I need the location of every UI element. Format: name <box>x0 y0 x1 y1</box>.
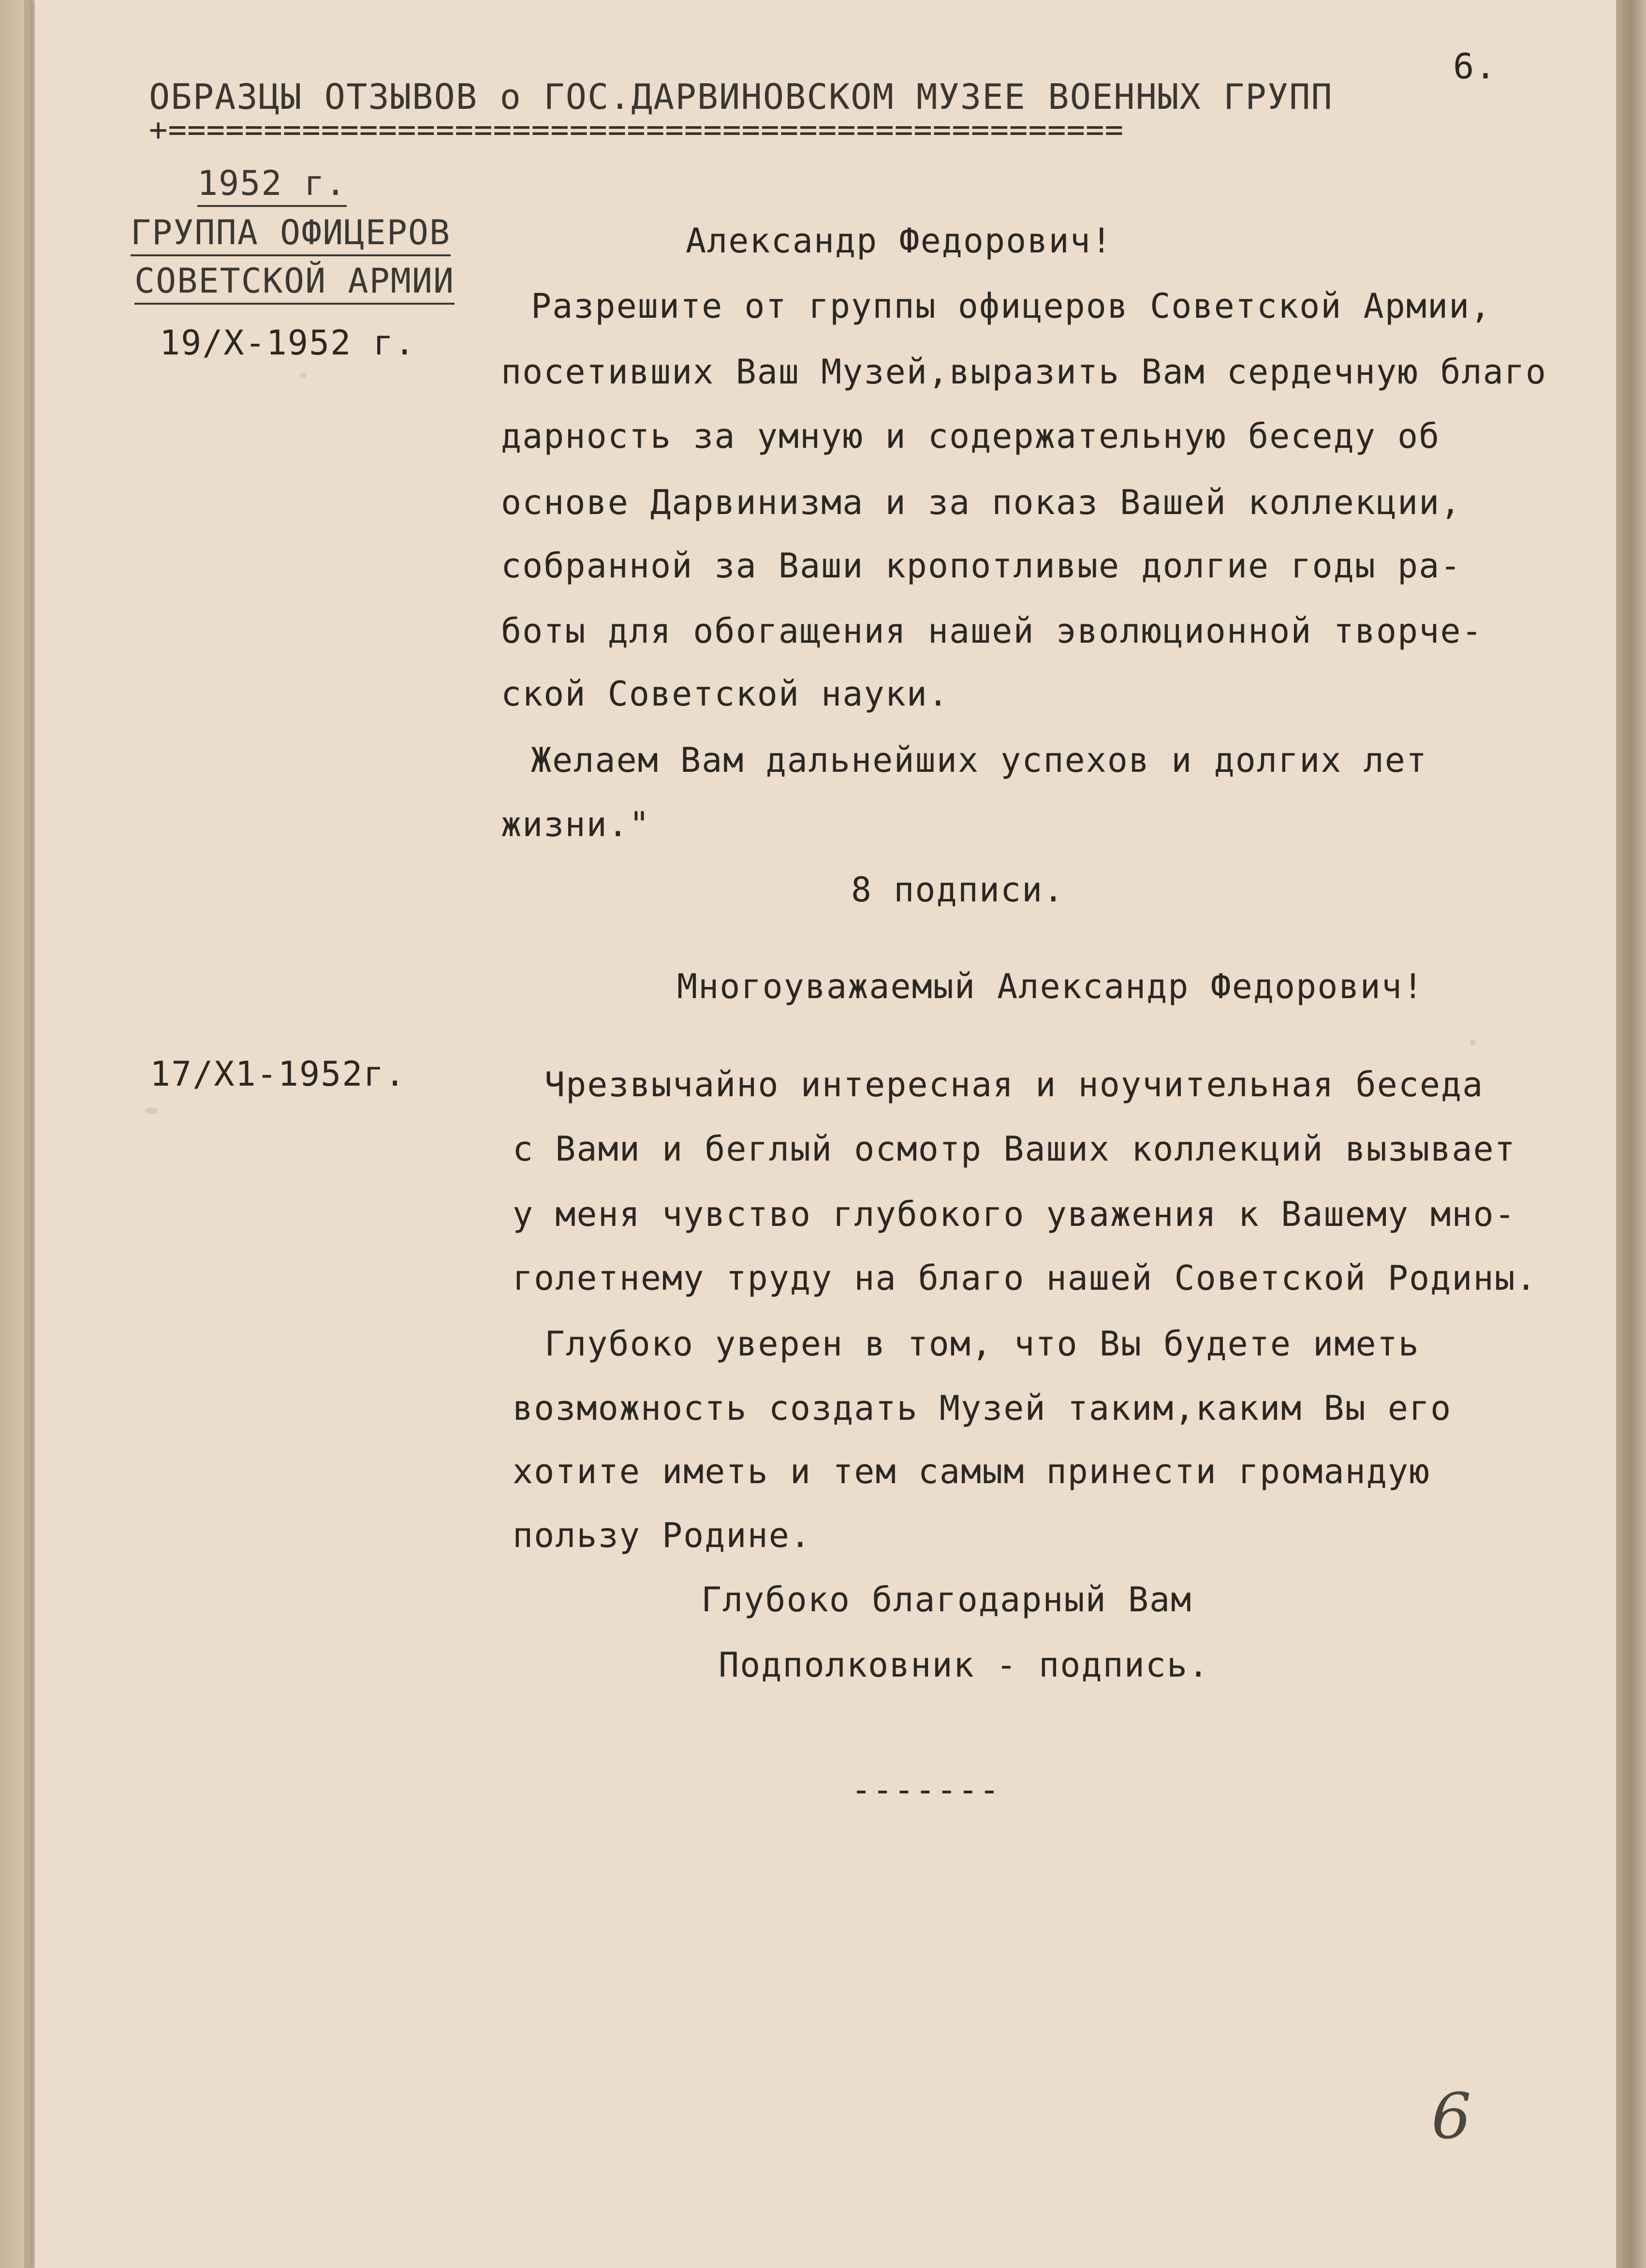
letter2-line: у меня чувство глубокого уважения к Вашему мно- <box>513 1194 1516 1234</box>
handwritten-page-number: 6 <box>1431 2079 1471 2153</box>
letter2-line: возможность создать Музей таким,каким Вы его <box>513 1388 1452 1428</box>
binding-shadow <box>24 0 33 2268</box>
page-number: 6. <box>1453 46 1497 87</box>
ink-speck <box>145 1107 158 1114</box>
margin-group-line2-text: СОВЕТСКОЙ АРМИИ <box>134 261 455 305</box>
stacked-page-edges <box>1616 0 1646 2268</box>
letter2-signature: Подполковник - подпись. <box>719 1645 1210 1685</box>
document-header: ОБРАЗЦЫ ОТЗЫВОВ о ГОС.ДАРВИНОВСКОМ МУЗЕЕ ВОЕННЫХ ГРУПП <box>149 76 1333 117</box>
letter1-line: посетивших Ваш Музей,выразить Вам сердечную благо <box>501 352 1547 392</box>
header-double-rule: +================================================== <box>149 112 1124 148</box>
letter1-line: Желаем Вам дальнейших успехов и долгих лет <box>531 740 1428 780</box>
margin-date-2: 17/X1-1952г. <box>150 1054 406 1094</box>
margin-group-line2 <box>134 261 455 301</box>
letter2-salutation: Многоуважаемый Александр Федорович! <box>677 967 1425 1006</box>
letter2-line: пользу Родине. <box>513 1516 812 1555</box>
letter2-line: Глубоко уверен в том, что Вы будете иметь <box>544 1324 1420 1364</box>
margin-date-1: 19/X-1952 г. <box>160 323 416 363</box>
ink-speck <box>1470 1040 1476 1046</box>
margin-year-text: 1952 г. <box>197 163 347 207</box>
letter2-line: хотите иметь и тем самым принести громандую <box>513 1452 1431 1491</box>
end-separator: ------- <box>851 1770 1001 1810</box>
letter1-line: основе Дарвинизма и за показ Вашей коллекции, <box>501 483 1462 522</box>
margin-group-line1 <box>131 213 451 252</box>
letter1-line: Разрешите от группы офицеров Советской Армии, <box>531 286 1492 326</box>
margin-year <box>197 163 347 203</box>
letter2-closing: Глубоко благодарный Вам <box>701 1580 1192 1620</box>
letter1-line: ской Советской науки. <box>501 674 950 714</box>
letter1-line: жизни." <box>501 805 651 844</box>
letter1-line: дарность за умную и содержательную беседу об <box>501 416 1440 456</box>
letter2-line: голетнему труду на благо нашей Советской Родины. <box>513 1258 1537 1298</box>
letter1-salutation: Александр Федорович! <box>686 221 1113 261</box>
margin-group-line1-text: ГРУППА ОФИЦЕРОВ <box>131 213 451 256</box>
letter2-line: с Вами и беглый осмотр Ваших коллекций вызывает <box>513 1129 1516 1169</box>
letter2-line: Чрезвычайно интересная и ноучительная беседа <box>544 1065 1484 1105</box>
ink-speck <box>300 372 307 378</box>
letter1-line: собранной за Ваши кропотливые долгие годы ра- <box>501 546 1462 586</box>
letter1-signature: 8 подписи. <box>851 870 1065 910</box>
letter1-line: боты для обогащения нашей эволюционной творче- <box>501 611 1483 651</box>
